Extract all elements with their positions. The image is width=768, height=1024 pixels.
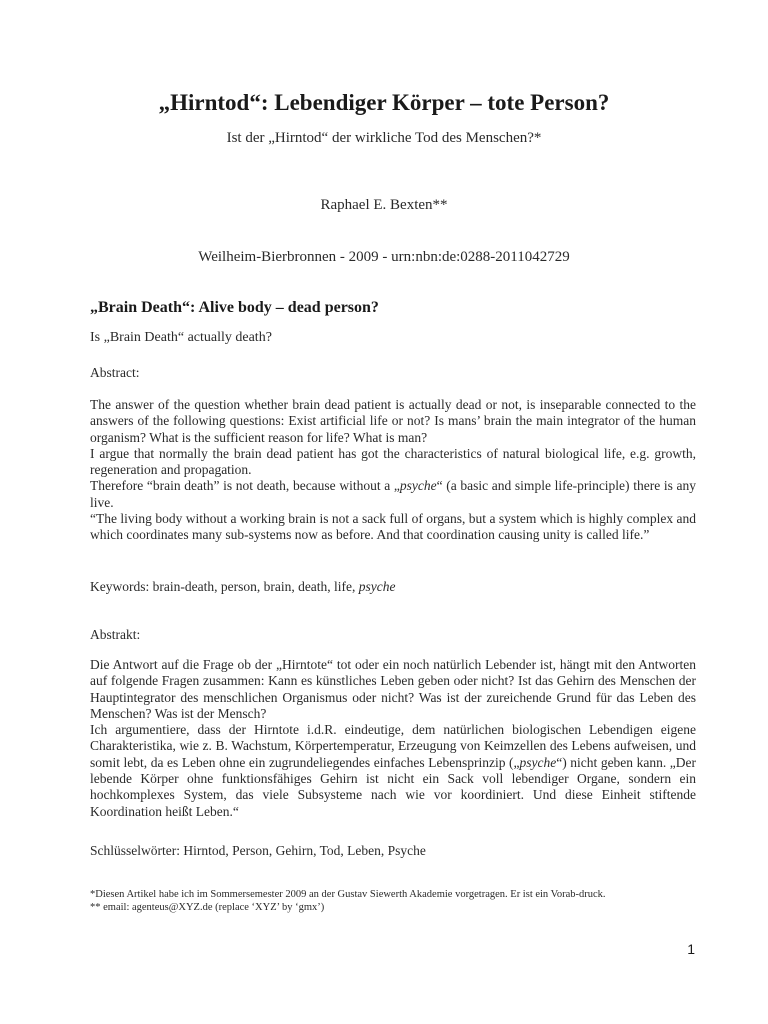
text-segment: Ich argumentiere, dass der Hirntote i.d.R. eindeutige, dem natürlichen biologischen Lebendigen eigene Charakteristika, wie z. B. Wachstum, Körpertemperatur, Erzeugung von Keimzellen des Lebens aufweisen, und somit lebt, da es Leben ohne ein zugrundeliegendes einfaches Lebensprinzip („ xyxy=(90,722,696,770)
footnote-2: ** email: agenteus@XYZ.de (replace ‘XYZ’ by ‘gmx’) xyxy=(90,901,325,913)
location-line: Weilheim-Bierbronnen - 2009 - urn:nbn:de:0288-2011042729 xyxy=(198,249,570,265)
footnote-1: *Diesen Artikel habe ich im Sommersemester 2009 an der Gustav Siewerth Akademie vorgetragen. Er ist ein Vorab-druck. xyxy=(90,889,606,900)
german-abstract-paragraph xyxy=(90,722,696,820)
german-keywords: Schlüsselwörter: Hirntod, Person, Gehirn, Tod, Leben, Psyche xyxy=(90,843,426,858)
footnotes xyxy=(90,889,696,914)
english-abstract-body xyxy=(90,397,696,544)
abstrakt-label: Abstrakt: xyxy=(90,627,141,642)
english-subtitle: Is „Brain Death“ actually death? xyxy=(90,330,272,345)
abstract-label: Abstract: xyxy=(90,365,140,380)
text-segment: “) nicht geben kann. „Der lebende Körper ohne funktionsfähiges Gehirn ist nicht ein Sack voll lebendiger Organe, sondern ein hochkomplexes System, das viele Subsysteme nach wie vor koordiniert. Und diese Einheit stiftende Koordination heißt Leben.“ xyxy=(90,754,697,819)
author-name: Raphael E. Bexten** xyxy=(320,197,448,213)
italic-term: psyche xyxy=(399,478,437,494)
page-number: 1 xyxy=(687,941,695,957)
english-abstract-paragraph: I argue that normally the brain dead patient has got the characteristics of natural biological life, e.g. growth, regeneration and propagation. xyxy=(90,445,696,478)
text-segment: “ (a basic and simple life-principle) there is any live. xyxy=(90,478,696,510)
text-segment: Therefore “brain death” is not death, because without a „ xyxy=(90,478,400,494)
german-abstract-paragraph: Die Antwort auf die Frage ob der „Hirntote“ tot oder ein noch natürlich Lebender ist, hängt mit den Antworten auf folgende Fragen zusammen: Kann es künstliches Leben geben oder nicht? Ist das Gehirn des Menschen der Hauptintegrator des menschlichen Organismus oder nicht? Was ist der zureichende Grund für das Leben des Menschen? Was ist der Mensch? xyxy=(90,657,696,721)
english-abstract-paragraph: The answer of the question whether brain dead patient is actually dead or not, is inseparable connected to the answers of the following questions: Exist artificial life or not? Is mans’ brain the main integrator of the human organism? What is the sufficient reason for life? What is man? xyxy=(90,397,696,445)
german-abstract-body xyxy=(90,657,696,820)
paper-subtitle: Ist der „Hirntod“ der wirkliche Tod des Menschen?* xyxy=(226,130,542,146)
english-abstract-paragraph xyxy=(90,478,696,511)
english-title: „Brain Death“: Alive body – dead person? xyxy=(90,299,379,316)
italic-term: psyche xyxy=(358,579,396,594)
english-keywords xyxy=(90,579,696,595)
paper-title: „Hirntod“: Lebendiger Körper – tote Person? xyxy=(158,90,610,115)
italic-term: psyche xyxy=(519,754,557,770)
keywords-text: Keywords: brain-death, person, brain, death, life, xyxy=(90,579,359,594)
english-abstract-quote: “The living body without a working brain is not a sack full of organs, but a system which is highly complex and which coordinates many sub-systems now as before. And that coordination causing unity is called life.” xyxy=(90,511,696,543)
